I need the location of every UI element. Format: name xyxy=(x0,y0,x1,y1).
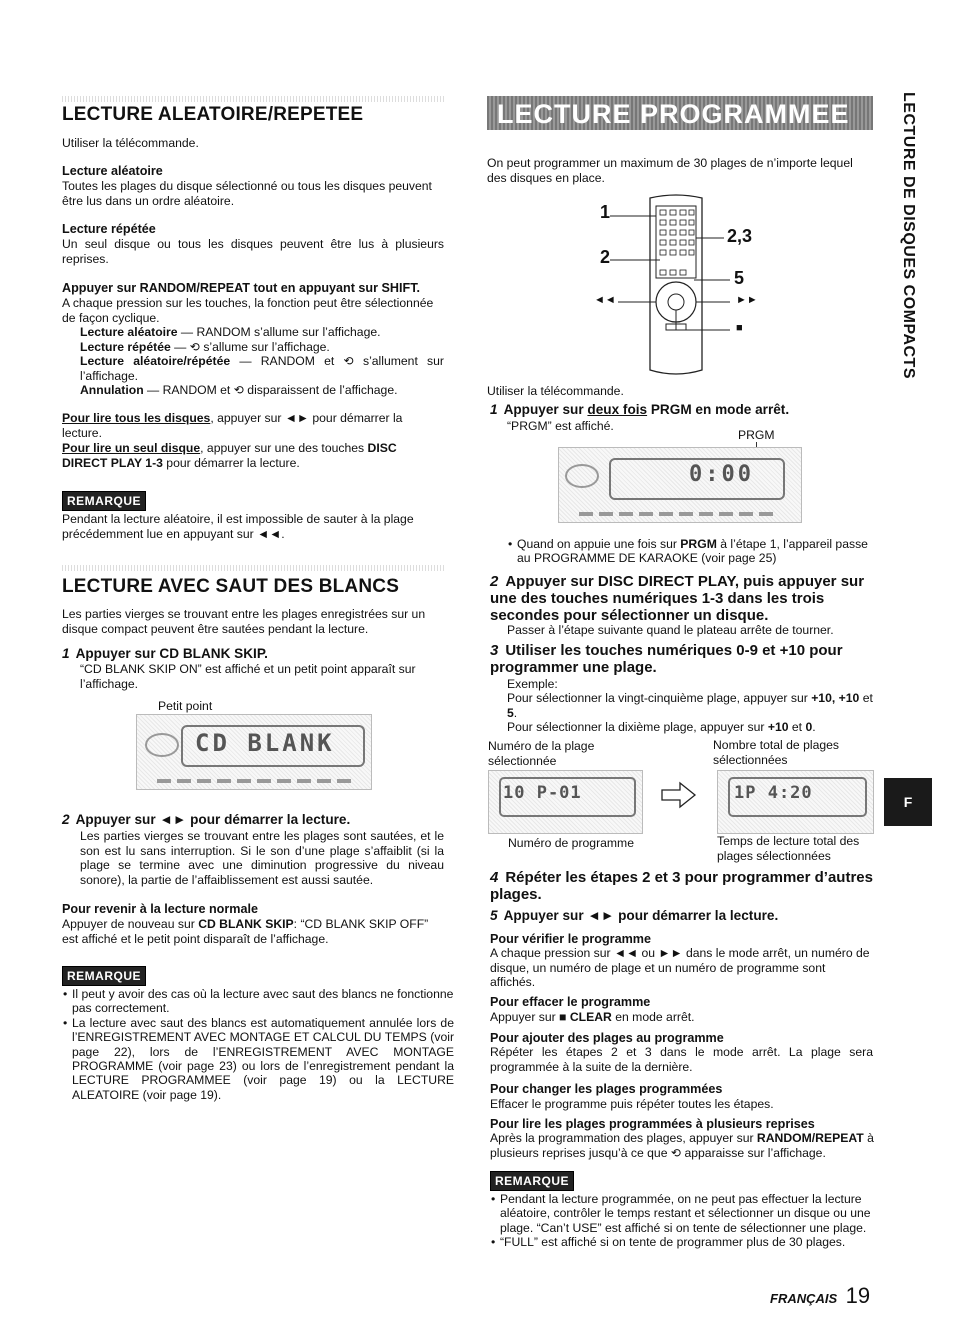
page-number: 19 xyxy=(845,1283,871,1308)
verify-body: A chaque pression sur ◄◄ ou ►► dans le mode arrêt, un numéro de disque, un numéro de plage et un numéro de programme sont affichés. xyxy=(490,946,870,990)
display-segments xyxy=(157,779,357,783)
label-2: 2 xyxy=(600,247,611,267)
random-heading: Lecture aléatoire xyxy=(62,164,163,178)
prog-step-2: 2 Appuyer sur DISC DIRECT PLAY, puis appuyer sur une des touches numériques 1-3 dans les trois secondes pour sélectionner un disque. xyxy=(490,573,865,624)
prgm-label: PRGM xyxy=(738,428,775,442)
footer-language: FRANÇAIS xyxy=(770,1291,838,1306)
caption-track: Numéro de la plage sélectionnée xyxy=(488,739,595,768)
erase-heading: Pour effacer le programme xyxy=(490,995,651,1009)
prog-intro: On peut programmer un maximum de 30 plages de n’importe lequel des disques en place. xyxy=(487,156,853,185)
prog-step-1-body: “PRGM” est affiché. xyxy=(507,419,614,433)
blank-intro: Les parties vierges se trouvant entre les plages enregistrées sur un disque compact peuvent être sautées pendant la lecture. xyxy=(62,607,426,636)
prog-step-3: 3 Utiliser les touches numériques 0-9 et +10 pour programmer une plage. xyxy=(490,642,843,676)
caption-program: Numéro de programme xyxy=(508,836,634,850)
blank-step-2: 2 Appuyer sur ◄► pour démarrer la lecture. xyxy=(62,812,351,827)
prog-step-4: 4 Répéter les étapes 2 et 3 pour programmer d’autres plages. xyxy=(490,869,873,903)
label-1: 1 xyxy=(600,202,611,222)
note-item: • “FULL” est affiché si on tente de programmer plus de 30 plages. xyxy=(500,1235,883,1249)
disc-icon xyxy=(565,464,599,488)
note-badge: REMARQUE xyxy=(62,966,146,986)
note-badge: REMARQUE xyxy=(62,491,146,511)
caption-total: Nombre total de plages sélectionnées xyxy=(713,738,840,767)
repeat-prog-body: Après la programmation des plages, appuyer sur RANDOM/REPEAT à plusieurs reprises jusqu’à ce que ⟲ apparaisse sur l’affichage. xyxy=(490,1131,874,1160)
prog-step-1: 1 Appuyer sur deux fois PRGM en mode arrêt. xyxy=(490,402,790,417)
arrow-right-icon xyxy=(660,780,698,810)
verify-heading: Pour vérifier le programme xyxy=(490,932,651,946)
note-text: Pendant la lecture aléatoire, il est impossible de sauter à la plage précédemment lue en appuyant sur ◄◄. xyxy=(62,512,414,541)
repeat-heading: Lecture répétée xyxy=(62,222,156,236)
shift-body: A chaque pression sur les touches, la fonction peut être sélectionnée de façon cyclique. xyxy=(62,296,434,325)
total-display-text: 1P 4:20 xyxy=(734,783,813,803)
example-1: Pour sélectionner la vingt-cinquième plage, appuyer sur +10, +10 et 5. xyxy=(507,691,873,720)
normal-heading: Pour revenir à la lecture normale xyxy=(62,902,258,916)
cycle-item: Lecture aléatoire — RANDOM s’allume sur l’affichage. xyxy=(80,325,381,339)
erase-body: Appuyer sur ■ CLEAR en mode arrêt. xyxy=(490,1010,695,1024)
note-item: • Il peut y avoir des cas où la lecture avec saut des blancs ne fonctionne pas correctement. xyxy=(72,987,454,1016)
blank-notes xyxy=(62,987,454,1102)
display-text: CD BLANK xyxy=(195,729,335,757)
normal-body: Appuyer de nouveau sur CD BLANK SKIP: “CD BLANK SKIP OFF” est affiché et le petit point disparaît de l’affichage. xyxy=(62,917,429,946)
prog-step-5: 5 Appuyer sur ◄► pour démarrer la lecture. xyxy=(490,908,779,923)
section-title-blank-skip: LECTURE AVEC SAUT DES BLANCS xyxy=(62,576,400,597)
display-caption: Petit point xyxy=(158,699,213,713)
blank-step-1: 1 Appuyer sur CD BLANK SKIP. xyxy=(62,646,268,661)
label-5: 5 xyxy=(734,268,745,288)
note-badge: REMARQUE xyxy=(490,1171,574,1191)
all-discs-text: Pour lire tous les disques, appuyer sur ◄► pour démarrer la lecture. xyxy=(62,411,403,440)
prgm-display xyxy=(558,447,802,523)
repeat-body: Un seul disque ou tous les disques peuvent être lus à plusieurs reprises. xyxy=(62,237,444,266)
remote-illustration xyxy=(590,192,760,382)
cycle-list xyxy=(80,325,444,398)
cycle-item: Lecture répétée — ⟲ s’allume sur l’affichage. xyxy=(80,339,330,354)
rewind-icon: ◄◄ xyxy=(594,294,616,306)
intro-text: Utiliser la télécommande. xyxy=(62,136,199,150)
shift-heading: Appuyer sur RANDOM/REPEAT tout en appuyant sur SHIFT. xyxy=(62,281,421,295)
note-item: • Quand on appuie une fois sur PRGM à l’étape 1, l’appareil passe au PROGRAMME DE KARAOKE (voir page 25) xyxy=(517,537,883,566)
example-label: Exemple: xyxy=(507,677,558,691)
cd-blank-display xyxy=(136,714,372,790)
page-footer xyxy=(770,1283,870,1309)
title-rule xyxy=(62,565,444,571)
prog-step-1-notes xyxy=(507,537,883,566)
disc-icon xyxy=(145,733,179,757)
prog-step-2-body: Passer à l’étape suivante quand le plateau arrête de tourner. xyxy=(507,623,834,637)
forward-icon: ►► xyxy=(736,294,758,306)
add-heading: Pour ajouter des plages au programme xyxy=(490,1031,724,1045)
cycle-item: Annulation — RANDOM et ⟲ disparaissent de l’affichage. xyxy=(80,383,398,398)
repeat-prog-heading: Pour lire les plages programmées à plusieurs reprises xyxy=(490,1117,815,1131)
cycle-item: Lecture aléatoire/répétée — RANDOM et ⟲ s’allument sur l’affichage. xyxy=(80,354,444,383)
section-title-random-repeat: LECTURE ALEATOIRE/REPETEE xyxy=(62,104,364,125)
change-heading: Pour changer les plages programmées xyxy=(490,1082,723,1096)
track-display xyxy=(488,770,643,834)
random-body: Toutes les plages du disque sélectionné ou tous les disques peuvent être lus dans un ordre aléatoire. xyxy=(62,179,432,208)
note-item: • Pendant la lecture programmée, on ne peut pas effectuer la lecture aléatoire, contrôler le temps restant et sélectionner un disque ou une plage. “Can’t USE” est affiché si on tente de sélectionner une plage. xyxy=(500,1192,883,1235)
section-banner: LECTURE PROGRAMMEE xyxy=(487,96,873,130)
language-tab: F xyxy=(884,778,932,826)
one-disc-text: Pour lire un seul disque, appuyer sur une des touches DISC DIRECT PLAY 1-3 pour démarrer la lecture. xyxy=(62,441,397,470)
stop-icon: ■ xyxy=(736,322,743,334)
caption-time: Temps de lecture total des plages sélectionnées xyxy=(717,834,860,863)
display-segments xyxy=(579,512,779,516)
example-2: Pour sélectionner la dixième plage, appuyer sur +10 et 0. xyxy=(507,720,816,734)
add-body: Répéter les étapes 2 et 3 dans le mode arrêt. La plage sera programmée à la suite de la dernière. xyxy=(490,1045,873,1074)
side-tab-text: LECTURE DE DISQUES COMPACTS xyxy=(900,92,917,379)
prgm-display-text: 0:00 xyxy=(689,462,754,487)
track-display-text: 10 P-01 xyxy=(503,783,582,803)
side-tab xyxy=(893,92,917,402)
prog-notes xyxy=(490,1192,883,1250)
blank-step-1-body: “CD BLANK SKIP ON” est affiché et un petit point apparaît sur l’affichage. xyxy=(80,662,416,691)
change-body: Effacer le programme puis répéter toutes les étapes. xyxy=(490,1097,774,1111)
remote-caption: Utiliser la télécommande. xyxy=(487,384,624,398)
note-item: • La lecture avec saut des blancs est automatiquement annulée lors de l’ENREGISTREMENT AVEC MONTAGE ET CALCUL DU TEMPS (voir page 22), lors de l’ENREGISTREMENT AVEC MONTAGE PROGRAMME (voir page 23) ou lors de l’enregistrement pendant la LECTURE PROGRAMMEE (voir page 19) ou la LECTURE ALEATOIRE (voir page 19). xyxy=(72,1016,454,1102)
blank-step-2-body: Les parties vierges se trouvant entre les plages sont sautées, et le son est lu sans interruption. Si le son d’une plage s’affaiblit (si la plage se termine avec une diminution progressive du niveau sonore), la partie de l’affaiblissement est aussi sautée. xyxy=(80,829,444,887)
title-rule xyxy=(62,96,444,102)
total-display xyxy=(717,770,874,834)
label-2-3: 2,3 xyxy=(727,226,753,246)
